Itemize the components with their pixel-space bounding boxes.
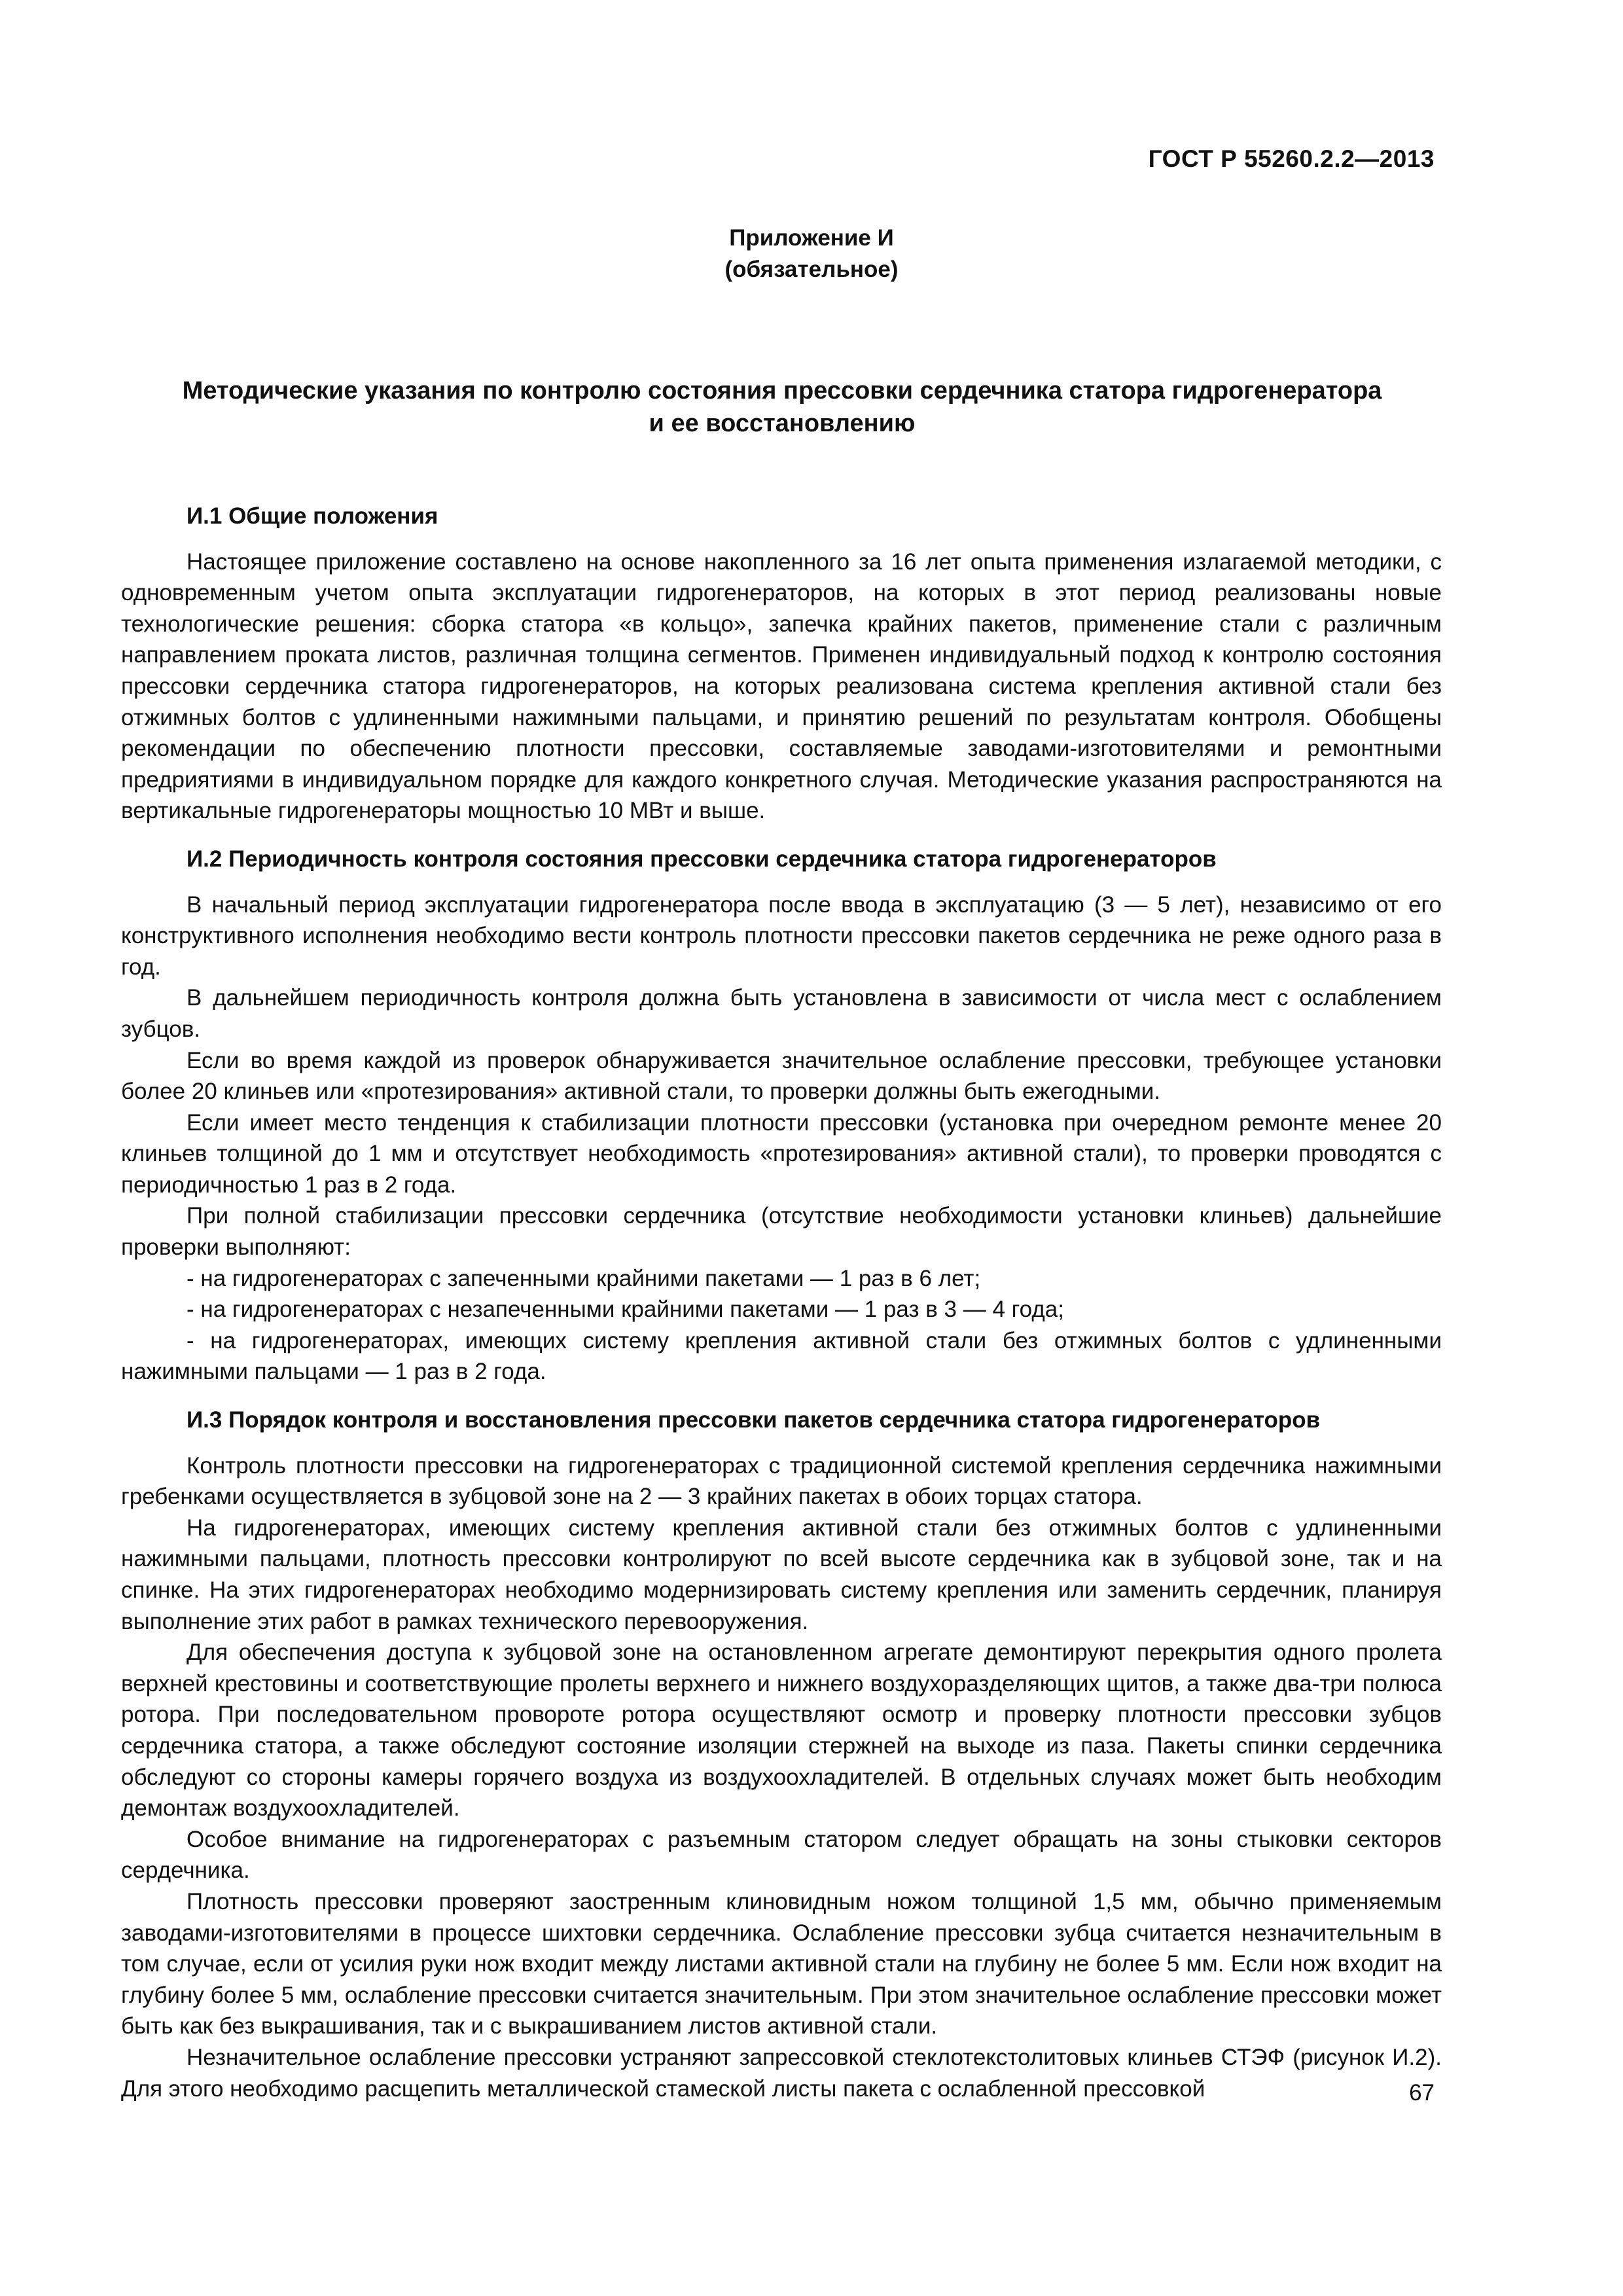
page-number: 67 — [1409, 2080, 1435, 2106]
paragraph: Плотность прессовки проверяют заостренным клиновидным ножом толщиной 1,5 мм, обычно применяемым заводами-изготовителями в процессе шихтовки сердечника. Ослабление прессовки зубца считается незначительным в том случае, если от усилия руки нож входит между листами активной стали на глубину не более 5 мм. Если нож входит на глубину более 5 мм, ослабление прессовки считается значительным. При этом значительное ослабление прессовки может быть как без выкрашивания, так и с выкрашиванием листов активной стали. — [121, 1888, 1442, 2039]
paragraph: Если во время каждой из проверок обнаруживается значительное ослабление прессовки, требующее установки более 20 клиньев или «протезирования» активной стали, то проверки должны быть ежегодными. — [121, 1047, 1442, 1105]
section-heading: И.3 Порядок контроля и восстановления прессовки пакетов сердечника статора гидрогенераторов — [187, 1407, 1321, 1433]
appendix-title: Приложение И — [729, 225, 894, 251]
document-code: ГОСТ Р 55260.2.2—2013 — [1148, 145, 1435, 172]
main-title-line-2: и ее восстановлению — [649, 410, 916, 437]
paragraph: На гидрогенераторах, имеющих систему крепления активной стали без отжимных болтов с удлиненными нажимными пальцами, плотность прессовки контролируют по всей высоте сердечника как в зубцовой зоне, так и на спинке. На этих гидрогенераторах необходимо модернизировать систему крепления или заменить сердечник, планируя выполнение этих работ в рамках технического перевооружения. — [121, 1515, 1442, 1634]
paragraph: Настоящее приложение составлено на основе накопленного за 16 лет опыта применения излагаемой методики, с одновременным учетом опыта эксплуатации гидрогенераторов, на которых в этот период реализованы новые технологические решения: сборка статора «в кольцо», запечка крайних пакетов, применение стали с различным направлением проката листов, различная толщина сегментов. Применен индивидуальный подход к контролю состояния прессовки сердечника статора гидрогенераторов, на которых реализована система крепления активной стали без отжимных болтов с удлиненными нажимными пальцами, и принятию решений по результатам контроля. Обобщены рекомендации по обеспечению плотности прессовки, составляемые заводами-изготовителями и ремонтными предриятиями в индивидуальном порядке для каждого конкретного случая. Методические указания распространяются на вертикальные гидрогенераторы мощностью 10 МВт и выше. — [121, 548, 1442, 824]
appendix-status: (обязательное) — [724, 257, 899, 282]
main-title-line-1: Методические указания по контролю состояния прессовки сердечника статора гидрогенератора — [182, 377, 1382, 404]
section-heading: И.2 Периодичность контроля состояния прессовки сердечника статора гидрогенераторов — [187, 846, 1217, 872]
main-title — [118, 374, 1446, 440]
paragraph: Для обеспечения доступа к зубцовой зоне на остановленном агрегате демонтируют перекрытия одного пролета верхней крестовины и соответствующие пролеты верхнего и нижнего воздухоразделяющих щитов, а также два-три полюса ротора. При последовательном провороте ротора осуществляют осмотр и проверку плотности прессовки зубцов сердечника статора, а также обследуют состояние изоляции стержней на выходе из паза. Пакеты спинки сердечника обследуют со стороны камеры горячего воздуха из воздухоохладителей. В отдельных случаях может быть необходим демонтаж воздухоохладителей. — [121, 1640, 1442, 1821]
list-item: - на гидрогенераторах с незапеченными крайними пакетами — 1 раз в 3 — 4 года; — [187, 1297, 1064, 1323]
paragraph: В дальнейшем периодичность контроля должна быть установлена в зависимости от числа мест с ослаблением зубцов. — [121, 985, 1442, 1042]
appendix-heading — [0, 223, 1623, 285]
paragraph: При полной стабилизации прессовки сердечника (отсутствие необходимости установки клиньев) дальнейшие проверки выполняют: — [121, 1203, 1442, 1261]
list-item: - на гидрогенераторах, имеющих систему крепления активной стали без отжимных болтов с удлиненными нажимными пальцами — 1 раз в 2 года. — [121, 1327, 1442, 1385]
document-body — [121, 501, 1442, 2104]
paragraph: Особое внимание на гидрогенераторах с разъемным статором следует обращать на зоны стыковки секторов сердечника. — [121, 1826, 1442, 1884]
paragraph: В начальный период эксплуатации гидрогенератора после ввода в эксплуатацию (3 — 5 лет), независимо от его конструктивного исполнения необходимо вести контроль плотности прессовки пакетов сердечника не реже одного раза в год. — [121, 891, 1442, 980]
paragraph: Если имеет место тенденция к стабилизации плотности прессовки (установка при очередном ремонте менее 20 клиньев толщиной до 1 мм и отсутствует необходимость «протезирования» активной стали), то проверки проводятся с периодичностью 1 раз в 2 года. — [121, 1109, 1442, 1198]
paragraph: Контроль плотности прессовки на гидрогенераторах с традиционной системой крепления сердечника нажимными гребенками осуществляется в зубцовой зоне на 2 — 3 крайних пакетах в обоих торцах статора. — [121, 1452, 1442, 1510]
section-heading: И.1 Общие положения — [187, 503, 438, 529]
list-item: - на гидрогенераторах с запеченными крайними пакетами — 1 раз в 6 лет; — [187, 1265, 981, 1291]
paragraph: Незначительное ослабление прессовки устраняют запрессовкой стеклотекстолитовых клиньев СТЭФ (рисунок И.2). Для этого необходимо расщепить металлической стамеской листы пакета с ослабленной прессовкой — [121, 2044, 1442, 2102]
